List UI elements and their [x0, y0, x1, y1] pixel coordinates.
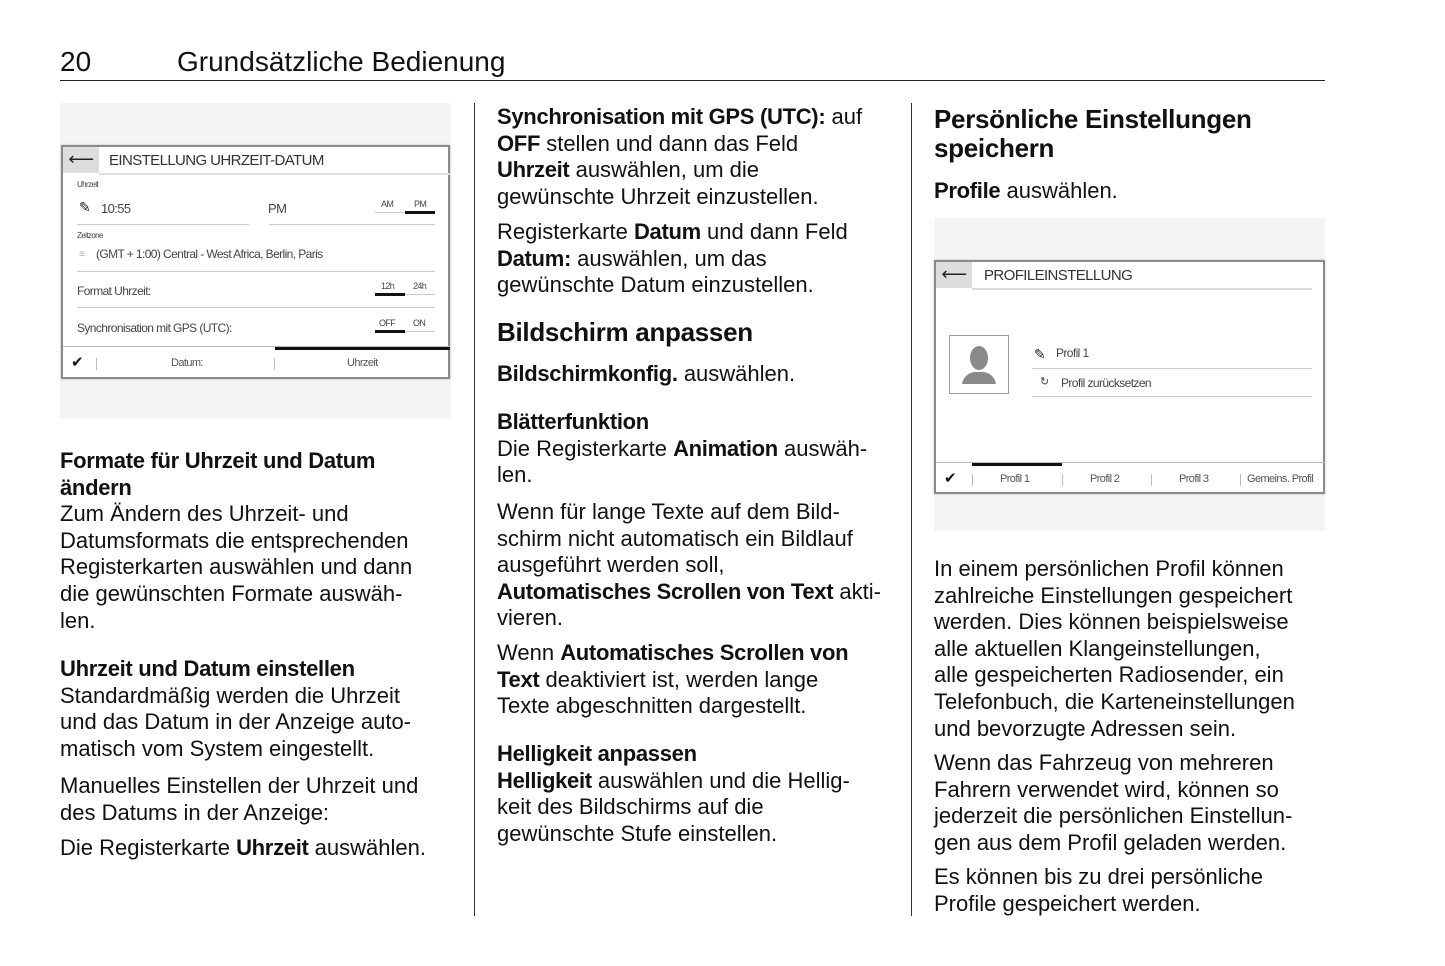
bold-text: ändern — [60, 474, 132, 500]
paragraph — [60, 835, 426, 862]
screen-profile — [934, 260, 1325, 494]
section-set-time-date — [60, 656, 411, 762]
text-line — [497, 157, 862, 184]
text: auswählen. — [677, 361, 796, 386]
text-line — [497, 499, 881, 526]
text: werden. Dies können beispielsweise — [934, 609, 1289, 635]
tab-uhrzeit[interactable]: Uhrzeit — [347, 357, 378, 369]
text-line — [934, 750, 1292, 777]
text-line — [497, 131, 862, 158]
text-line — [497, 605, 881, 632]
figure-time-date-settings — [60, 103, 451, 419]
text: Datumsformats die entsprechenden — [60, 527, 409, 553]
pencil-icon: ✎ — [79, 199, 91, 215]
text: akti- — [833, 578, 881, 604]
header-rule — [60, 80, 1325, 81]
text-line — [934, 662, 1295, 689]
text-line — [60, 448, 412, 475]
text: Standardmäßig werden die Uhrzeit — [60, 682, 400, 708]
back-arrow-icon[interactable]: ⟵ — [63, 147, 99, 173]
bold-text: Uhrzeit — [236, 835, 309, 860]
paragraph — [497, 104, 862, 210]
text: und bevorzugte Adressen sein. — [934, 715, 1237, 741]
text: jederzeit die persönlichen Einstellun- — [934, 803, 1293, 829]
text: gewünschte Uhrzeit einzustellen. — [497, 183, 819, 209]
text: vieren. — [497, 605, 564, 631]
section-brightness — [497, 741, 850, 847]
text-line — [934, 864, 1263, 891]
text-line — [497, 318, 753, 347]
bold-text: Animation — [673, 435, 778, 461]
text: Wenn — [497, 640, 561, 665]
person-icon — [950, 336, 1008, 393]
text-line — [60, 475, 412, 502]
bold-text: Datum — [633, 219, 701, 244]
text-line — [60, 581, 412, 608]
am-option[interactable]: AM — [381, 199, 394, 209]
text-line — [934, 891, 1263, 918]
text: alle gespeicherten Radiosender, ein — [934, 662, 1284, 688]
text-line — [934, 178, 1118, 205]
bold-text: Uhrzeit — [497, 157, 570, 183]
paragraph — [497, 361, 795, 388]
bold-text: Automatisches Scrollen von Text — [497, 578, 834, 604]
text-line — [497, 579, 881, 606]
text-line — [934, 609, 1295, 636]
text-line — [60, 683, 411, 710]
text: Registerkarte — [497, 219, 634, 244]
bold-text: Blätterfunktion — [497, 409, 649, 434]
paragraph — [497, 640, 848, 720]
text: auswählen, um das — [570, 245, 767, 271]
text-line — [934, 803, 1292, 830]
text-line — [60, 709, 411, 736]
text: Persönliche Einstellungen — [934, 104, 1252, 134]
paragraph — [934, 750, 1292, 856]
bold-text: Synchronisation mit GPS (UTC): — [497, 104, 826, 129]
text-line — [497, 640, 848, 667]
text: len. — [497, 462, 533, 488]
tab-profil-3[interactable]: Profil 3 — [1179, 473, 1209, 485]
profile-name[interactable]: Profil 1 — [1056, 346, 1089, 360]
text-line — [60, 656, 411, 683]
paragraph — [934, 864, 1263, 917]
text-line — [497, 768, 850, 795]
text-line — [60, 736, 411, 763]
text: auf — [825, 104, 863, 129]
text: speichern — [934, 133, 1055, 163]
text: gewünschte Stufe einstellen. — [497, 820, 778, 846]
text: auswählen, um die — [569, 157, 760, 183]
text: len. — [60, 607, 96, 633]
text: und dann Feld — [700, 219, 848, 244]
text-line — [60, 835, 426, 862]
check-icon[interactable]: ✔ — [944, 470, 956, 487]
screen-time-date — [61, 145, 450, 379]
text: auswählen. — [308, 835, 426, 860]
text: Wenn das Fahrzeug von mehreren — [934, 750, 1274, 775]
column-divider — [911, 103, 912, 916]
text-line — [497, 741, 850, 768]
page-number: 20 — [60, 46, 92, 77]
time-label: Uhrzeit — [77, 180, 99, 189]
screen-title: PROFILEINSTELLUNG — [984, 267, 1133, 284]
text: zahlreiche Einstellungen gespeichert — [934, 582, 1293, 608]
heading-screen-adjust — [497, 318, 753, 347]
tab-datum[interactable]: Datum: — [171, 357, 203, 369]
tab-gemeins-profil[interactable]: Gemeins. Profil — [1247, 473, 1314, 485]
text: Die Registerkarte — [60, 835, 237, 860]
time-value[interactable]: 10:55 — [101, 201, 131, 216]
paragraph — [934, 556, 1295, 742]
text-line — [934, 830, 1292, 857]
off-option[interactable]: OFF — [379, 318, 396, 328]
section-scroll-function — [497, 409, 867, 489]
text-line — [497, 219, 848, 246]
text: keit des Bildschirms auf die — [497, 794, 764, 820]
text-line — [497, 693, 848, 720]
section-formats — [60, 448, 412, 634]
pencil-icon: ✎ — [1034, 346, 1046, 362]
text: deaktiviert ist, werden lange — [539, 666, 819, 692]
text: auswählen und die Hellig- — [591, 767, 850, 793]
bold-text: Datum: — [497, 245, 571, 271]
text-line — [60, 554, 412, 581]
text: matisch vom System eingestellt. — [60, 735, 375, 761]
heading-save-settings — [934, 105, 1252, 163]
text-line — [497, 361, 795, 388]
text-line — [497, 667, 848, 694]
ampm-value[interactable]: PM — [268, 201, 287, 216]
on-option[interactable]: ON — [413, 318, 426, 328]
text: Es können bis zu drei persönliche — [934, 864, 1263, 889]
reset-icon: ↻ — [1040, 376, 1049, 388]
text: Manuelles Einstellen der Uhrzeit und — [60, 773, 419, 798]
text-line — [934, 689, 1295, 716]
text: Die Registerkarte — [497, 435, 674, 461]
text: Wenn für lange Texte auf dem Bild- — [497, 499, 840, 524]
text-line — [934, 583, 1295, 610]
reset-profile[interactable]: Profil zurücksetzen — [1061, 376, 1151, 390]
text-line — [934, 777, 1292, 804]
text-line — [497, 552, 881, 579]
format-label: Format Uhrzeit: — [77, 284, 151, 298]
text: Profile gespeichert werden. — [934, 890, 1201, 916]
text-line — [934, 105, 1252, 134]
text-line — [934, 556, 1295, 583]
text: ausgeführt werden soll, — [497, 552, 725, 578]
bold-text: Helligkeit anpassen — [497, 741, 697, 766]
12h-option[interactable]: 12h — [381, 281, 395, 291]
text: des Datums in der Anzeige: — [60, 799, 330, 825]
back-arrow-icon[interactable]: ⟵ — [936, 262, 972, 288]
text-line — [934, 636, 1295, 663]
text: schirm nicht automatisch ein Bildlauf — [497, 525, 853, 551]
text: Registerkarten auswählen und dann — [60, 554, 413, 580]
text: Zum Ändern des Uhrzeit- und — [60, 501, 349, 527]
page-title: Grundsätzliche Bedienung — [177, 46, 506, 77]
text: auswäh- — [777, 435, 868, 461]
text-line — [497, 794, 850, 821]
text-line — [934, 134, 1252, 163]
column-divider — [474, 103, 475, 916]
text: alle aktuellen Klangeinstellungen, — [934, 635, 1261, 661]
paragraph — [497, 499, 881, 632]
text-line — [497, 436, 867, 463]
bold-text: OFF — [497, 130, 541, 156]
screen-title: EINSTELLUNG UHRZEIT-DATUM — [109, 152, 324, 169]
text: In einem persönlichen Profil können — [934, 556, 1284, 581]
paragraph — [60, 773, 418, 826]
text: auswählen. — [1000, 178, 1118, 203]
text-line — [497, 104, 862, 131]
text-line — [497, 526, 881, 553]
bold-text: Profile — [934, 178, 1001, 203]
list-icon: ≡ — [79, 249, 85, 260]
text-line — [497, 409, 867, 436]
text-line — [497, 272, 848, 299]
bold-text: Formate für Uhrzeit und Datum — [60, 448, 376, 473]
24h-option[interactable]: 24h — [413, 281, 427, 291]
text-line — [60, 800, 418, 827]
text-line — [934, 716, 1295, 743]
tab-profil-2[interactable]: Profil 2 — [1090, 473, 1120, 485]
text-line — [60, 608, 412, 635]
text-line — [497, 462, 867, 489]
text-line — [497, 184, 862, 211]
paragraph — [934, 178, 1118, 205]
text: gewünschte Datum einzustellen. — [497, 272, 814, 298]
text-line — [60, 501, 412, 528]
text: Bildschirm anpassen — [497, 317, 753, 347]
tab-profil-1[interactable]: Profil 1 — [1000, 473, 1030, 485]
paragraph — [497, 219, 848, 299]
text: stellen und dann das Feld — [540, 130, 799, 156]
timezone-value[interactable]: (GMT + 1:00) Central - West Africa, Berlin, Paris — [96, 247, 323, 261]
text: Fahrern verwendet wird, können so — [934, 776, 1279, 802]
check-icon[interactable]: ✔ — [71, 354, 83, 371]
text: die gewünschten Formate auswäh- — [60, 580, 403, 606]
bold-text: Helligkeit — [497, 767, 592, 793]
timezone-label: Zeitzone — [77, 231, 103, 240]
text: und das Datum in der Anzeige auto- — [60, 709, 412, 735]
figure-profile-settings — [934, 218, 1325, 531]
gps-sync-label: Synchronisation mit GPS (UTC): — [77, 321, 232, 335]
text-line — [60, 528, 412, 555]
bold-text: Automatisches Scrollen von — [560, 640, 849, 665]
bold-text: Uhrzeit und Datum einstellen — [60, 656, 355, 681]
text-line — [497, 821, 850, 848]
text: Texte abgeschnitten dargestellt. — [497, 693, 807, 719]
bold-text: Text — [497, 666, 540, 692]
text-line — [497, 246, 848, 273]
text: gen aus dem Profil geladen werden. — [934, 829, 1287, 855]
bold-text: Bildschirmkonfig. — [497, 361, 678, 386]
text-line — [60, 773, 418, 800]
text: Telefonbuch, die Karteneinstellungen — [934, 688, 1295, 714]
pm-option[interactable]: PM — [414, 199, 427, 209]
avatar[interactable] — [949, 335, 1009, 394]
